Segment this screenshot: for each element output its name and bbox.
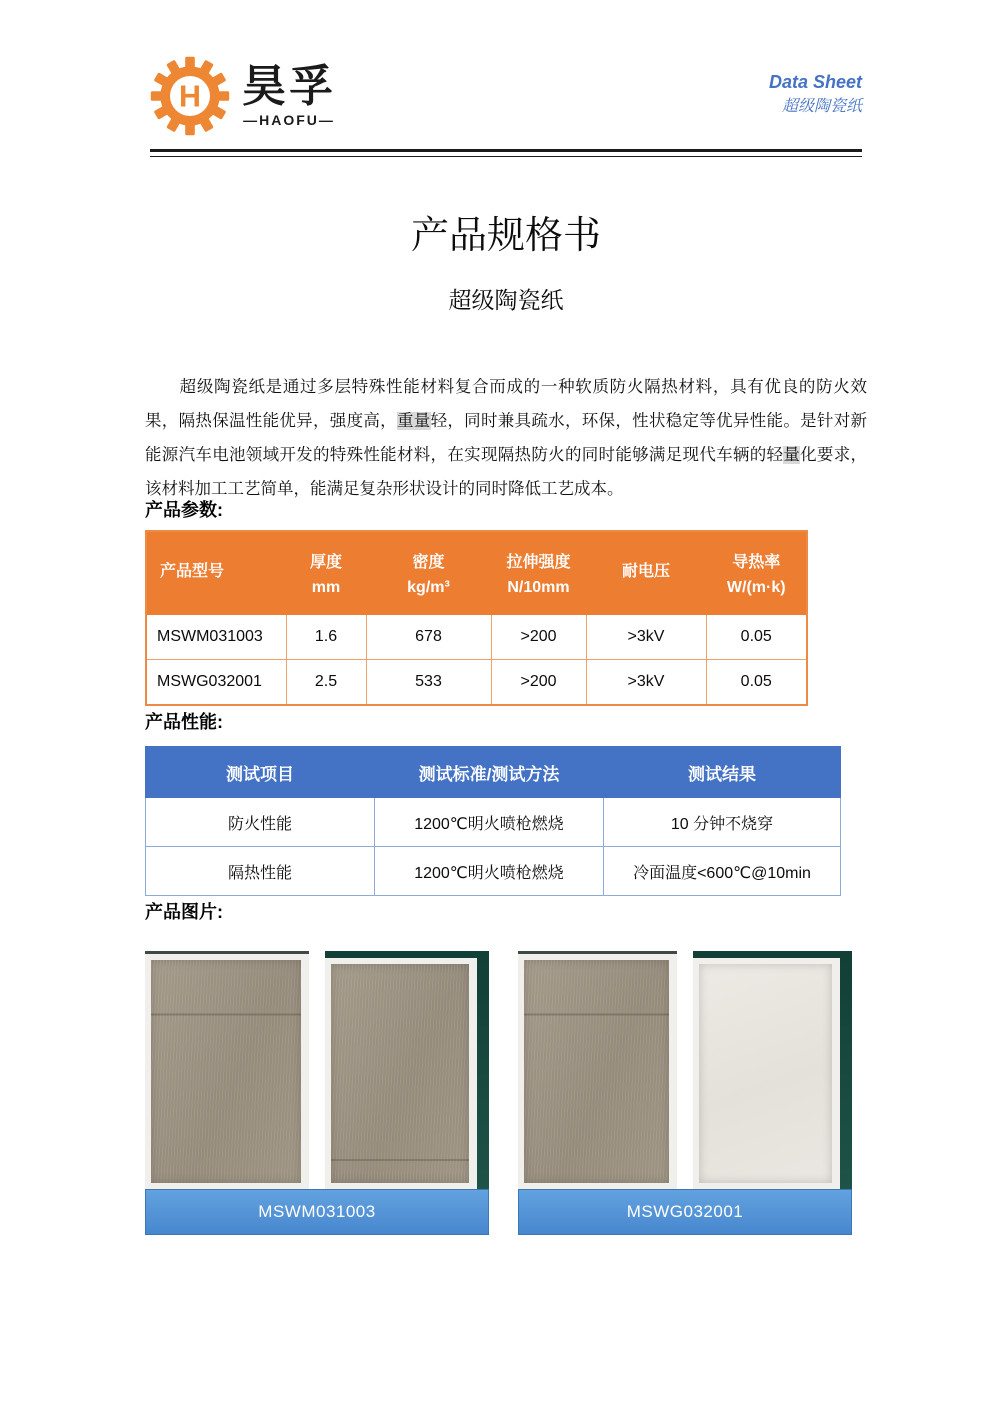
cell-test-result: 10 分钟不烧穿 [604, 798, 841, 847]
params-header-model [146, 531, 286, 615]
cell-test-method: 1200℃明火喷枪燃烧 [375, 798, 604, 847]
product-images-row [145, 951, 867, 1235]
gear-logo-icon [150, 56, 230, 136]
photo-caption-mswg032001: MSWG032001 [518, 1189, 852, 1235]
cell-tensile: >200 [491, 615, 586, 660]
header-line1: 耐电压 [621, 563, 670, 580]
header-line2: N/10mm [507, 579, 570, 596]
cell-tensile: >200 [491, 660, 586, 706]
header-line1: 产品型号 [160, 563, 225, 580]
cell-test-item: 隔热性能 [146, 847, 375, 896]
doc-product-label: 超级陶瓷纸 [781, 98, 862, 116]
cell-model: MSWG032001 [146, 660, 286, 706]
params-header-row [146, 531, 807, 615]
photo-caption-mswm031003: MSWM031003 [145, 1189, 489, 1235]
header-line1: 拉伸强度 [506, 554, 571, 571]
intro-text-3: 化要求，该材料加工工艺简单，能满足复杂形状设计的同时降低工艺成本。 [145, 446, 868, 498]
product-photo-card-mswg032001 [518, 951, 852, 1235]
cell-conductivity: 0.05 [706, 615, 807, 660]
section-label-images: 产品图片: [145, 902, 223, 922]
cell-density: 678 [366, 615, 491, 660]
ceramic-paper-sheet [518, 954, 677, 1189]
params-header-conductivity [706, 531, 807, 615]
params-header-tensile [491, 531, 586, 615]
header-line1: 厚度 [309, 554, 342, 571]
cell-test-item: 防火性能 [146, 798, 375, 847]
params-header-thickness [286, 531, 366, 615]
photo-panel-left [145, 951, 309, 1189]
header-divider-rule [150, 149, 862, 157]
header-line2: kg/m³ [407, 579, 450, 596]
params-row-mswg032001 [146, 660, 807, 706]
perf-header-method: 测试标准/测试方法 [375, 747, 604, 798]
logo-text [242, 61, 336, 129]
product-photo-mswm031003 [145, 951, 489, 1189]
cell-thickness: 1.6 [286, 615, 366, 660]
product-photo-card-mswm031003 [145, 951, 489, 1235]
header-doc-info [769, 56, 862, 119]
ceramic-paper-sheet-white [693, 958, 840, 1189]
logo-company-latin: —HAOFU— [243, 112, 335, 129]
params-header-density [366, 531, 491, 615]
cell-density: 533 [366, 660, 491, 706]
section-label-params: 产品参数: [145, 500, 223, 520]
intro-text-2: 轻，同时兼具疏水，环保，性状稳定等优异性能。是针对新能源汽车电池领域开发的特殊性能材料，在实现隔热防火的同时能够满足现代车辆的轻 [145, 412, 868, 464]
section-label-performance: 产品性能: [145, 712, 223, 732]
product-photo-mswg032001 [518, 951, 852, 1189]
cell-model: MSWM031003 [146, 615, 286, 660]
performance-row-fire [146, 798, 841, 847]
photo-panel-right [325, 951, 489, 1189]
cell-voltage: >3kV [586, 615, 706, 660]
performance-header-row [146, 747, 841, 798]
doc-type-label: Data Sheet [768, 72, 862, 92]
page-title: 产品规格书 [410, 215, 601, 257]
logo-company-name: 昊孚 [242, 61, 336, 111]
performance-row-insulation [146, 847, 841, 896]
intro-highlight-1: 重量 [396, 412, 431, 430]
page-subtitle: 超级陶瓷纸 [448, 287, 564, 313]
photo-panel-right [693, 951, 852, 1189]
header-line2: mm [311, 579, 341, 596]
cell-voltage: >3kV [586, 660, 706, 706]
ceramic-paper-sheet [325, 958, 477, 1189]
ceramic-paper-sheet [145, 954, 309, 1189]
header-line1: 密度 [412, 554, 445, 571]
photo-panel-left [518, 951, 677, 1189]
cell-test-result: 冷面温度<600℃@10min [604, 847, 841, 896]
params-row-mswm031003 [146, 615, 807, 660]
svg-text:H: H [179, 79, 201, 114]
params-table [145, 530, 808, 706]
company-logo [150, 56, 336, 136]
performance-table [145, 746, 841, 896]
cell-thickness: 2.5 [286, 660, 366, 706]
cell-conductivity: 0.05 [706, 660, 807, 706]
header-line2: W/(m·k) [726, 579, 786, 596]
perf-header-result: 测试结果 [604, 747, 841, 798]
perf-header-item: 测试项目 [146, 747, 375, 798]
intro-text-1: 超级陶瓷纸是通过多层特殊性能材料复合而成的一种软质防火隔热材料，具有优良的防火效果，隔热保温性能优异，强度高， [145, 378, 867, 430]
cell-test-method: 1200℃明火喷枪燃烧 [375, 847, 604, 896]
params-header-voltage [586, 531, 706, 615]
document-header [150, 56, 862, 136]
intro-highlight-2: 量 [783, 446, 801, 464]
intro-paragraph [145, 370, 867, 506]
header-line1: 导热率 [732, 554, 781, 571]
